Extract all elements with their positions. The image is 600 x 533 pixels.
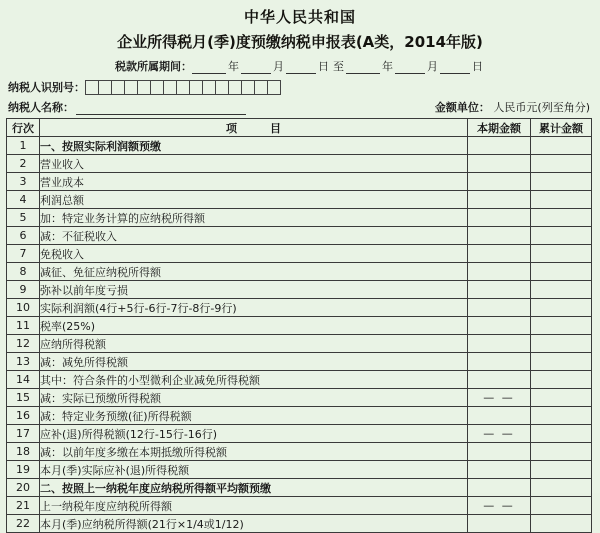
taxpayer-name-row bbox=[6, 99, 594, 115]
current-amount-cell[interactable] bbox=[468, 317, 531, 335]
column-header-cumulative: 累计金额 bbox=[531, 119, 592, 137]
item-label-cell: 利润总额 bbox=[40, 191, 468, 209]
row-number-cell: 11 bbox=[7, 317, 40, 335]
taxpayer-id-box[interactable] bbox=[98, 80, 112, 95]
row-number-cell: 18 bbox=[7, 443, 40, 461]
table-row bbox=[7, 479, 592, 497]
table-header-row bbox=[7, 119, 592, 137]
current-amount-cell[interactable] bbox=[468, 335, 531, 353]
cumulative-amount-cell[interactable] bbox=[531, 299, 592, 317]
row-number-cell: 14 bbox=[7, 371, 40, 389]
current-amount-cell[interactable] bbox=[468, 209, 531, 227]
page-title-form: 企业所得税月(季)度预缴纳税申报表(A类，2014年版) bbox=[117, 33, 483, 51]
taxpayer-id-box[interactable] bbox=[254, 80, 268, 95]
row-number-cell: 6 bbox=[7, 227, 40, 245]
taxpayer-id-box[interactable] bbox=[228, 80, 242, 95]
table-body bbox=[7, 137, 592, 533]
table-row bbox=[7, 443, 592, 461]
item-label-cell: 营业成本 bbox=[40, 173, 468, 191]
current-amount-cell[interactable] bbox=[468, 371, 531, 389]
period-day1-blank[interactable] bbox=[286, 62, 316, 74]
table-row bbox=[7, 155, 592, 173]
row-number-cell: 17 bbox=[7, 425, 40, 443]
current-amount-cell[interactable] bbox=[468, 173, 531, 191]
table-row bbox=[7, 191, 592, 209]
item-label-cell: 一、按照实际利润额预缴 bbox=[40, 137, 468, 155]
current-amount-cell[interactable] bbox=[468, 137, 531, 155]
table-row bbox=[7, 317, 592, 335]
period-month1-blank[interactable] bbox=[241, 62, 271, 74]
current-amount-cell[interactable] bbox=[468, 263, 531, 281]
cumulative-amount-cell[interactable] bbox=[531, 443, 592, 461]
row-number-cell: 2 bbox=[7, 155, 40, 173]
cumulative-amount-cell[interactable] bbox=[531, 515, 592, 533]
item-label-cell: 免税收入 bbox=[40, 245, 468, 263]
period-month2-unit: 月 bbox=[427, 60, 438, 73]
column-header-row-no: 行次 bbox=[7, 119, 40, 137]
current-amount-cell[interactable]: — — bbox=[468, 497, 531, 515]
amount-unit-row bbox=[435, 99, 594, 115]
cumulative-amount-cell[interactable] bbox=[531, 371, 592, 389]
amount-unit-value: 人民币元(列至角分) bbox=[493, 101, 590, 114]
item-label-cell: 减征、免征应纳税所得额 bbox=[40, 263, 468, 281]
item-label-cell: 实际利润额(4行+5行-6行-7行-8行-9行) bbox=[40, 299, 468, 317]
item-label-cell: 减：实际已预缴所得税额 bbox=[40, 389, 468, 407]
taxpayer-id-box[interactable] bbox=[215, 80, 229, 95]
row-number-cell: 13 bbox=[7, 353, 40, 371]
item-label-cell: 本月(季)应纳税所得额(21行×1/4或1/12) bbox=[40, 515, 468, 533]
cumulative-amount-cell[interactable] bbox=[531, 281, 592, 299]
row-number-cell: 10 bbox=[7, 299, 40, 317]
period-day2-unit: 日 bbox=[472, 60, 483, 73]
cumulative-amount-cell[interactable] bbox=[531, 263, 592, 281]
item-label-cell: 税率(25%) bbox=[40, 317, 468, 335]
item-label-cell: 其中：符合条件的小型微利企业减免所得税额 bbox=[40, 371, 468, 389]
table-row bbox=[7, 209, 592, 227]
row-number-cell: 7 bbox=[7, 245, 40, 263]
cumulative-amount-cell[interactable] bbox=[531, 209, 592, 227]
item-label-cell: 应补(退)所得税额(12行-15行-16行) bbox=[40, 425, 468, 443]
current-amount-cell[interactable] bbox=[468, 299, 531, 317]
row-number-cell: 15 bbox=[7, 389, 40, 407]
row-number-cell: 9 bbox=[7, 281, 40, 299]
table-row bbox=[7, 335, 592, 353]
row-number-cell: 4 bbox=[7, 191, 40, 209]
table-row bbox=[7, 137, 592, 155]
current-amount-cell[interactable] bbox=[468, 353, 531, 371]
item-label-cell: 减：减免所得税额 bbox=[40, 353, 468, 371]
row-number-cell: 19 bbox=[7, 461, 40, 479]
current-amount-cell[interactable] bbox=[468, 227, 531, 245]
taxpayer-id-box[interactable] bbox=[150, 80, 164, 95]
cumulative-amount-cell[interactable] bbox=[531, 335, 592, 353]
taxpayer-id-row bbox=[6, 79, 594, 95]
row-number-cell: 20 bbox=[7, 479, 40, 497]
row-number-cell: 16 bbox=[7, 407, 40, 425]
taxpayer-name-label: 纳税人名称： bbox=[8, 101, 74, 114]
tax-form-table bbox=[6, 118, 592, 533]
period-month2-blank[interactable] bbox=[395, 62, 425, 74]
item-label-cell: 营业收入 bbox=[40, 155, 468, 173]
row-number-cell: 5 bbox=[7, 209, 40, 227]
taxpayer-id-box[interactable] bbox=[111, 80, 125, 95]
period-day2-blank[interactable] bbox=[440, 62, 470, 74]
taxpayer-id-label: 纳税人识别号： bbox=[8, 81, 85, 94]
table-row bbox=[7, 461, 592, 479]
cumulative-amount-cell[interactable] bbox=[531, 191, 592, 209]
cumulative-amount-cell[interactable] bbox=[531, 173, 592, 191]
period-day1-unit: 日 bbox=[318, 60, 329, 73]
row-number-cell: 3 bbox=[7, 173, 40, 191]
column-header-current: 本期金额 bbox=[468, 119, 531, 137]
tax-period-row bbox=[6, 58, 594, 74]
taxpayer-id-input[interactable] bbox=[85, 80, 280, 95]
cumulative-amount-cell[interactable] bbox=[531, 425, 592, 443]
row-number-cell: 12 bbox=[7, 335, 40, 353]
cumulative-amount-cell[interactable] bbox=[531, 317, 592, 335]
cumulative-amount-cell[interactable] bbox=[531, 353, 592, 371]
current-amount-cell[interactable] bbox=[468, 191, 531, 209]
item-label-cell: 上一纳税年度应纳税所得额 bbox=[40, 497, 468, 515]
taxpayer-id-box[interactable] bbox=[189, 80, 203, 95]
cumulative-amount-cell[interactable] bbox=[531, 245, 592, 263]
current-amount-cell[interactable] bbox=[468, 407, 531, 425]
taxpayer-id-box[interactable] bbox=[241, 80, 255, 95]
taxpayer-id-box[interactable] bbox=[267, 80, 281, 95]
current-amount-cell[interactable] bbox=[468, 245, 531, 263]
current-amount-cell[interactable] bbox=[468, 515, 531, 533]
table-row bbox=[7, 515, 592, 533]
taxpayer-id-box[interactable] bbox=[137, 80, 151, 95]
current-amount-cell[interactable] bbox=[468, 443, 531, 461]
page-title-country: 中华人民共和国 bbox=[243, 8, 356, 26]
table-row bbox=[7, 353, 592, 371]
row-number-cell: 8 bbox=[7, 263, 40, 281]
item-label-cell: 二、按照上一纳税年度应纳税所得额平均额预缴 bbox=[40, 479, 468, 497]
taxpayer-id-box[interactable] bbox=[176, 80, 190, 95]
current-amount-cell[interactable] bbox=[468, 155, 531, 173]
cumulative-amount-cell[interactable] bbox=[531, 389, 592, 407]
current-amount-cell[interactable]: — — bbox=[468, 425, 531, 443]
cumulative-amount-cell[interactable] bbox=[531, 155, 592, 173]
column-header-item: 项 目 bbox=[40, 119, 468, 137]
row-number-cell: 21 bbox=[7, 497, 40, 515]
item-label-cell: 减：特定业务预缴(征)所得税额 bbox=[40, 407, 468, 425]
table-row bbox=[7, 407, 592, 425]
row-number-cell: 22 bbox=[7, 515, 40, 533]
amount-unit-label: 金额单位： bbox=[434, 101, 490, 114]
taxpayer-id-box[interactable] bbox=[85, 80, 99, 95]
current-amount-cell[interactable] bbox=[468, 281, 531, 299]
taxpayer-id-box[interactable] bbox=[124, 80, 138, 95]
item-label-cell: 减：以前年度多缴在本期抵缴所得税额 bbox=[40, 443, 468, 461]
current-amount-cell[interactable] bbox=[468, 479, 531, 497]
period-year1-unit: 年 bbox=[228, 60, 239, 73]
period-year2-unit: 年 bbox=[382, 60, 393, 73]
table-row bbox=[7, 389, 592, 407]
taxpayer-name-input[interactable] bbox=[76, 102, 246, 115]
cumulative-amount-cell[interactable] bbox=[531, 407, 592, 425]
item-label-cell: 减：不征税收入 bbox=[40, 227, 468, 245]
period-separator: 至 bbox=[333, 60, 344, 73]
period-month1-unit: 月 bbox=[273, 60, 284, 73]
table-row bbox=[7, 227, 592, 245]
table-row bbox=[7, 281, 592, 299]
item-label-cell: 加：特定业务计算的应纳税所得额 bbox=[40, 209, 468, 227]
current-amount-cell[interactable]: — — bbox=[468, 389, 531, 407]
table-row bbox=[7, 173, 592, 191]
item-label-cell: 应纳所得税额 bbox=[40, 335, 468, 353]
cumulative-amount-cell[interactable] bbox=[531, 227, 592, 245]
item-label-cell: 本月(季)实际应补(退)所得税额 bbox=[40, 461, 468, 479]
current-amount-cell[interactable] bbox=[468, 461, 531, 479]
cumulative-amount-cell[interactable] bbox=[531, 137, 592, 155]
taxpayer-id-box[interactable] bbox=[202, 80, 216, 95]
item-label-cell: 弥补以前年度亏损 bbox=[40, 281, 468, 299]
period-year2-blank[interactable] bbox=[346, 62, 380, 74]
period-year1-blank[interactable] bbox=[192, 62, 226, 74]
cumulative-amount-cell[interactable] bbox=[531, 497, 592, 515]
cumulative-amount-cell[interactable] bbox=[531, 479, 592, 497]
table-row bbox=[7, 425, 592, 443]
row-number-cell: 1 bbox=[7, 137, 40, 155]
table-row bbox=[7, 497, 592, 515]
tax-period-label: 税款所属期间： bbox=[115, 60, 192, 73]
table-row bbox=[7, 245, 592, 263]
cumulative-amount-cell[interactable] bbox=[531, 461, 592, 479]
table-row bbox=[7, 299, 592, 317]
table-row bbox=[7, 263, 592, 281]
table-row bbox=[7, 371, 592, 389]
taxpayer-id-box[interactable] bbox=[163, 80, 177, 95]
